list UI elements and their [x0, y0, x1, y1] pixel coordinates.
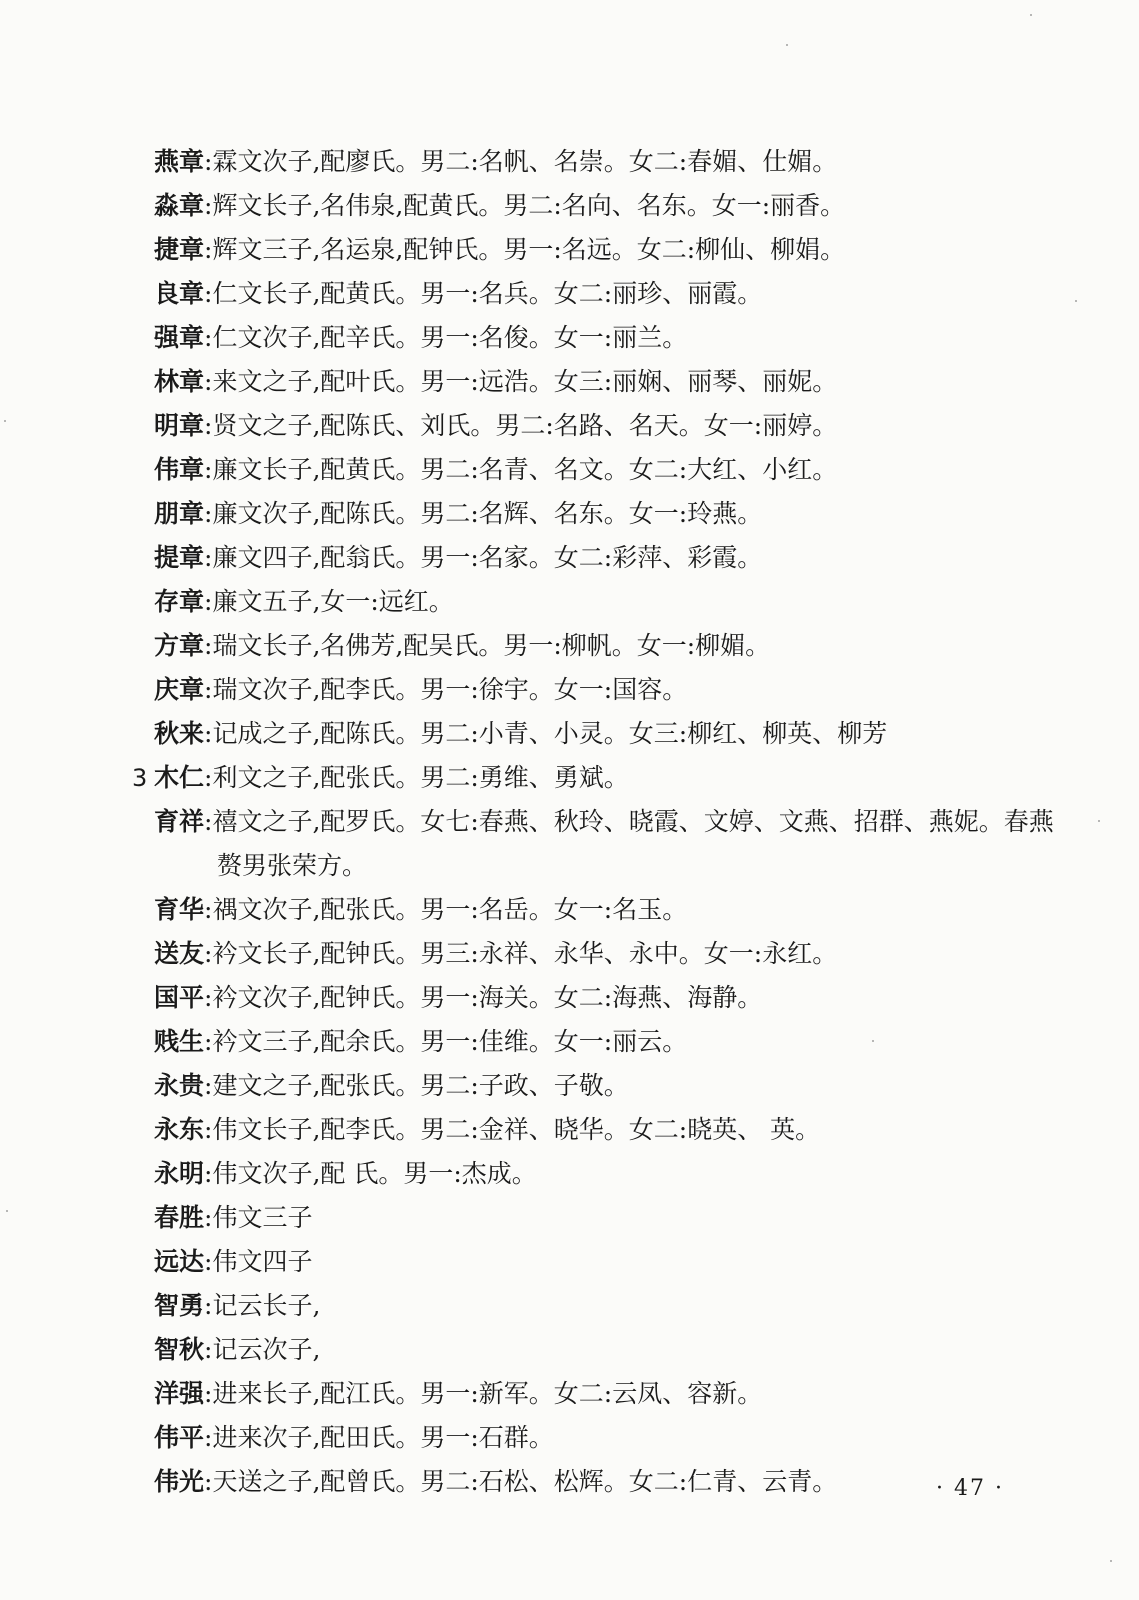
entry	[154, 712, 1054, 756]
entry-name: 明章	[154, 411, 205, 440]
entry-name: 捷章	[154, 235, 205, 264]
entry	[154, 1284, 1054, 1328]
entry-name: 伟平	[154, 1423, 205, 1452]
entry-text: :建文之子,配张氏。男二:子政、子敬。	[204, 1071, 629, 1100]
entry-text: :天送之子,配曾氏。男二:石松、松辉。女二:仁青、云青。	[204, 1467, 838, 1496]
entry	[154, 492, 1054, 536]
entry-text: :辉文长子,名伟泉,配黄氏。男二:名向、名东。女一:丽香。	[204, 191, 846, 220]
entry-text: :禧文之子,配罗氏。女七:春燕、秋玲、晓霞、文婷、文燕、招群、燕妮。春燕	[204, 807, 1054, 836]
entry-name: 秋来	[154, 719, 205, 748]
entry-name: 永东	[154, 1115, 205, 1144]
entry-name: 永贵	[154, 1071, 205, 1100]
entry-text: :仁文次子,配辛氏。男一:名俊。女一:丽兰。	[204, 323, 688, 352]
entry	[154, 1328, 1054, 1372]
entry-text: :廉文长子,配黄氏。男二:名青、名文。女二:大红、小红。	[204, 455, 838, 484]
entry-text: :来文之子,配叶氏。男一:远浩。女三:丽娴、丽琴、丽妮。	[204, 367, 838, 396]
entry-name: 庆章	[154, 675, 205, 704]
entry-name: 朋章	[154, 499, 205, 528]
entry-text: :衿文三子,配余氏。男一:佳维。女一:丽云。	[204, 1027, 688, 1056]
entry-name: 洋强	[154, 1379, 205, 1408]
entry	[154, 668, 1054, 712]
entry	[154, 272, 1054, 316]
entry-text: :瑞文次子,配李氏。男一:徐宇。女一:国容。	[204, 675, 688, 704]
entry	[154, 228, 1054, 272]
entry-text: :利文之子,配张氏。男二:勇维、勇斌。	[204, 763, 629, 792]
entry	[154, 1240, 1054, 1284]
entry	[154, 1372, 1054, 1416]
entry	[154, 800, 1054, 888]
entry	[154, 932, 1054, 976]
entry-name: 淼章	[154, 191, 205, 220]
entry-text: :衿文长子,配钟氏。男三:永祥、永华、永中。女一:永红。	[204, 939, 838, 968]
entry	[154, 888, 1054, 932]
entry-continuation: 赘男张荣方。	[217, 851, 368, 880]
entry-name: 方章	[154, 631, 205, 660]
entry-text: :廉文五子,女一:远红。	[204, 587, 454, 616]
entry	[154, 1460, 1054, 1504]
entry-name: 永明	[154, 1159, 205, 1188]
entry-text: :霖文次子,配廖氏。男二:名帆、名崇。女二:春媚、仕媚。	[204, 147, 838, 176]
entry	[154, 448, 1054, 492]
entry-text: :贤文之子,配陈氏、刘氏。男二:名路、名天。女一:丽婷。	[204, 411, 838, 440]
scan-speck	[872, 1040, 874, 1042]
entry-text: :廉文四子,配翁氏。男一:名家。女二:彩萍、彩霞。	[204, 543, 763, 572]
scan-speck	[6, 1210, 8, 1212]
entry-name: 智秋	[154, 1335, 205, 1364]
entry	[154, 1108, 1054, 1152]
entry-text: :记云长子,	[204, 1291, 321, 1320]
entry-text: :廉文次子,配陈氏。男二:名辉、名东。女一:玲燕。	[204, 499, 763, 528]
entry-name: 良章	[154, 279, 205, 308]
entry-name: 贱生	[154, 1027, 205, 1056]
entry-text: :伟文长子,配李氏。男二:金祥、晓华。女二:晓英、 英。	[204, 1115, 821, 1144]
entry-text: :仁文长子,配黄氏。男一:名兵。女二:丽珍、丽霞。	[204, 279, 763, 308]
entry	[154, 1196, 1054, 1240]
entry-name: 育华	[154, 895, 205, 924]
entry-name: 智勇	[154, 1291, 205, 1320]
entry	[154, 404, 1054, 448]
entry-text: :进来次子,配田氏。男一:石群。	[204, 1423, 554, 1452]
entry-text: :伟文三子	[204, 1203, 313, 1232]
entry	[154, 316, 1054, 360]
entry-name: 育祥	[154, 807, 205, 836]
entry-name: 伟光	[154, 1467, 205, 1496]
entry-name: 强章	[154, 323, 205, 352]
entry-text: :辉文三子,名运泉,配钟氏。男一:名远。女二:柳仙、柳娟。	[204, 235, 846, 264]
entry-name: 送友	[154, 939, 205, 968]
entry	[154, 1064, 1054, 1108]
entry-name: 远达	[154, 1247, 205, 1276]
entry	[154, 1416, 1054, 1460]
entry-name: 木仁	[154, 763, 205, 792]
entry-text: :伟文四子	[204, 1247, 313, 1276]
scan-speck	[1110, 1560, 1112, 1562]
entry	[154, 1020, 1054, 1064]
scan-speck	[786, 44, 788, 46]
entry-name: 伟章	[154, 455, 205, 484]
entry-text: :进来长子,配江氏。男一:新军。女二:云凤、容新。	[204, 1379, 763, 1408]
genealogy-entries	[132, 140, 1054, 1504]
entry-text: :伟文次子,配 氏。男一:杰成。	[204, 1159, 537, 1188]
scan-speck	[1075, 300, 1077, 302]
entry-text: :禑文次子,配张氏。男一:名岳。女一:名玉。	[204, 895, 688, 924]
entry	[154, 360, 1054, 404]
entry	[154, 536, 1054, 580]
generation-marker: 3	[132, 764, 148, 792]
entry-name: 燕章	[154, 147, 205, 176]
scan-speck	[4, 420, 6, 422]
entry-name: 存章	[154, 587, 205, 616]
entry	[154, 580, 1054, 624]
scan-speck	[1030, 14, 1032, 16]
entry-name: 春胜	[154, 1203, 205, 1232]
entry	[154, 976, 1054, 1020]
scan-speck	[1098, 820, 1100, 822]
entry	[154, 624, 1054, 668]
entry-text: :记云次子,	[204, 1335, 321, 1364]
entry	[154, 1152, 1054, 1196]
entry-text: :衿文次子,配钟氏。男一:海关。女二:海燕、海静。	[204, 983, 763, 1012]
page-number: · 47 ·	[936, 1476, 1004, 1501]
entry	[132, 756, 1054, 800]
entry-name: 国平	[154, 983, 205, 1012]
entry-name: 林章	[154, 367, 205, 396]
entry-name: 提章	[154, 543, 205, 572]
entry-text: :瑞文长子,名佛芳,配吴氏。男一:柳帆。女一:柳媚。	[204, 631, 771, 660]
entry	[154, 184, 1054, 228]
entry-text: :记成之子,配陈氏。男二:小青、小灵。女三:柳红、柳英、柳芳	[204, 719, 888, 748]
entry	[154, 140, 1054, 184]
